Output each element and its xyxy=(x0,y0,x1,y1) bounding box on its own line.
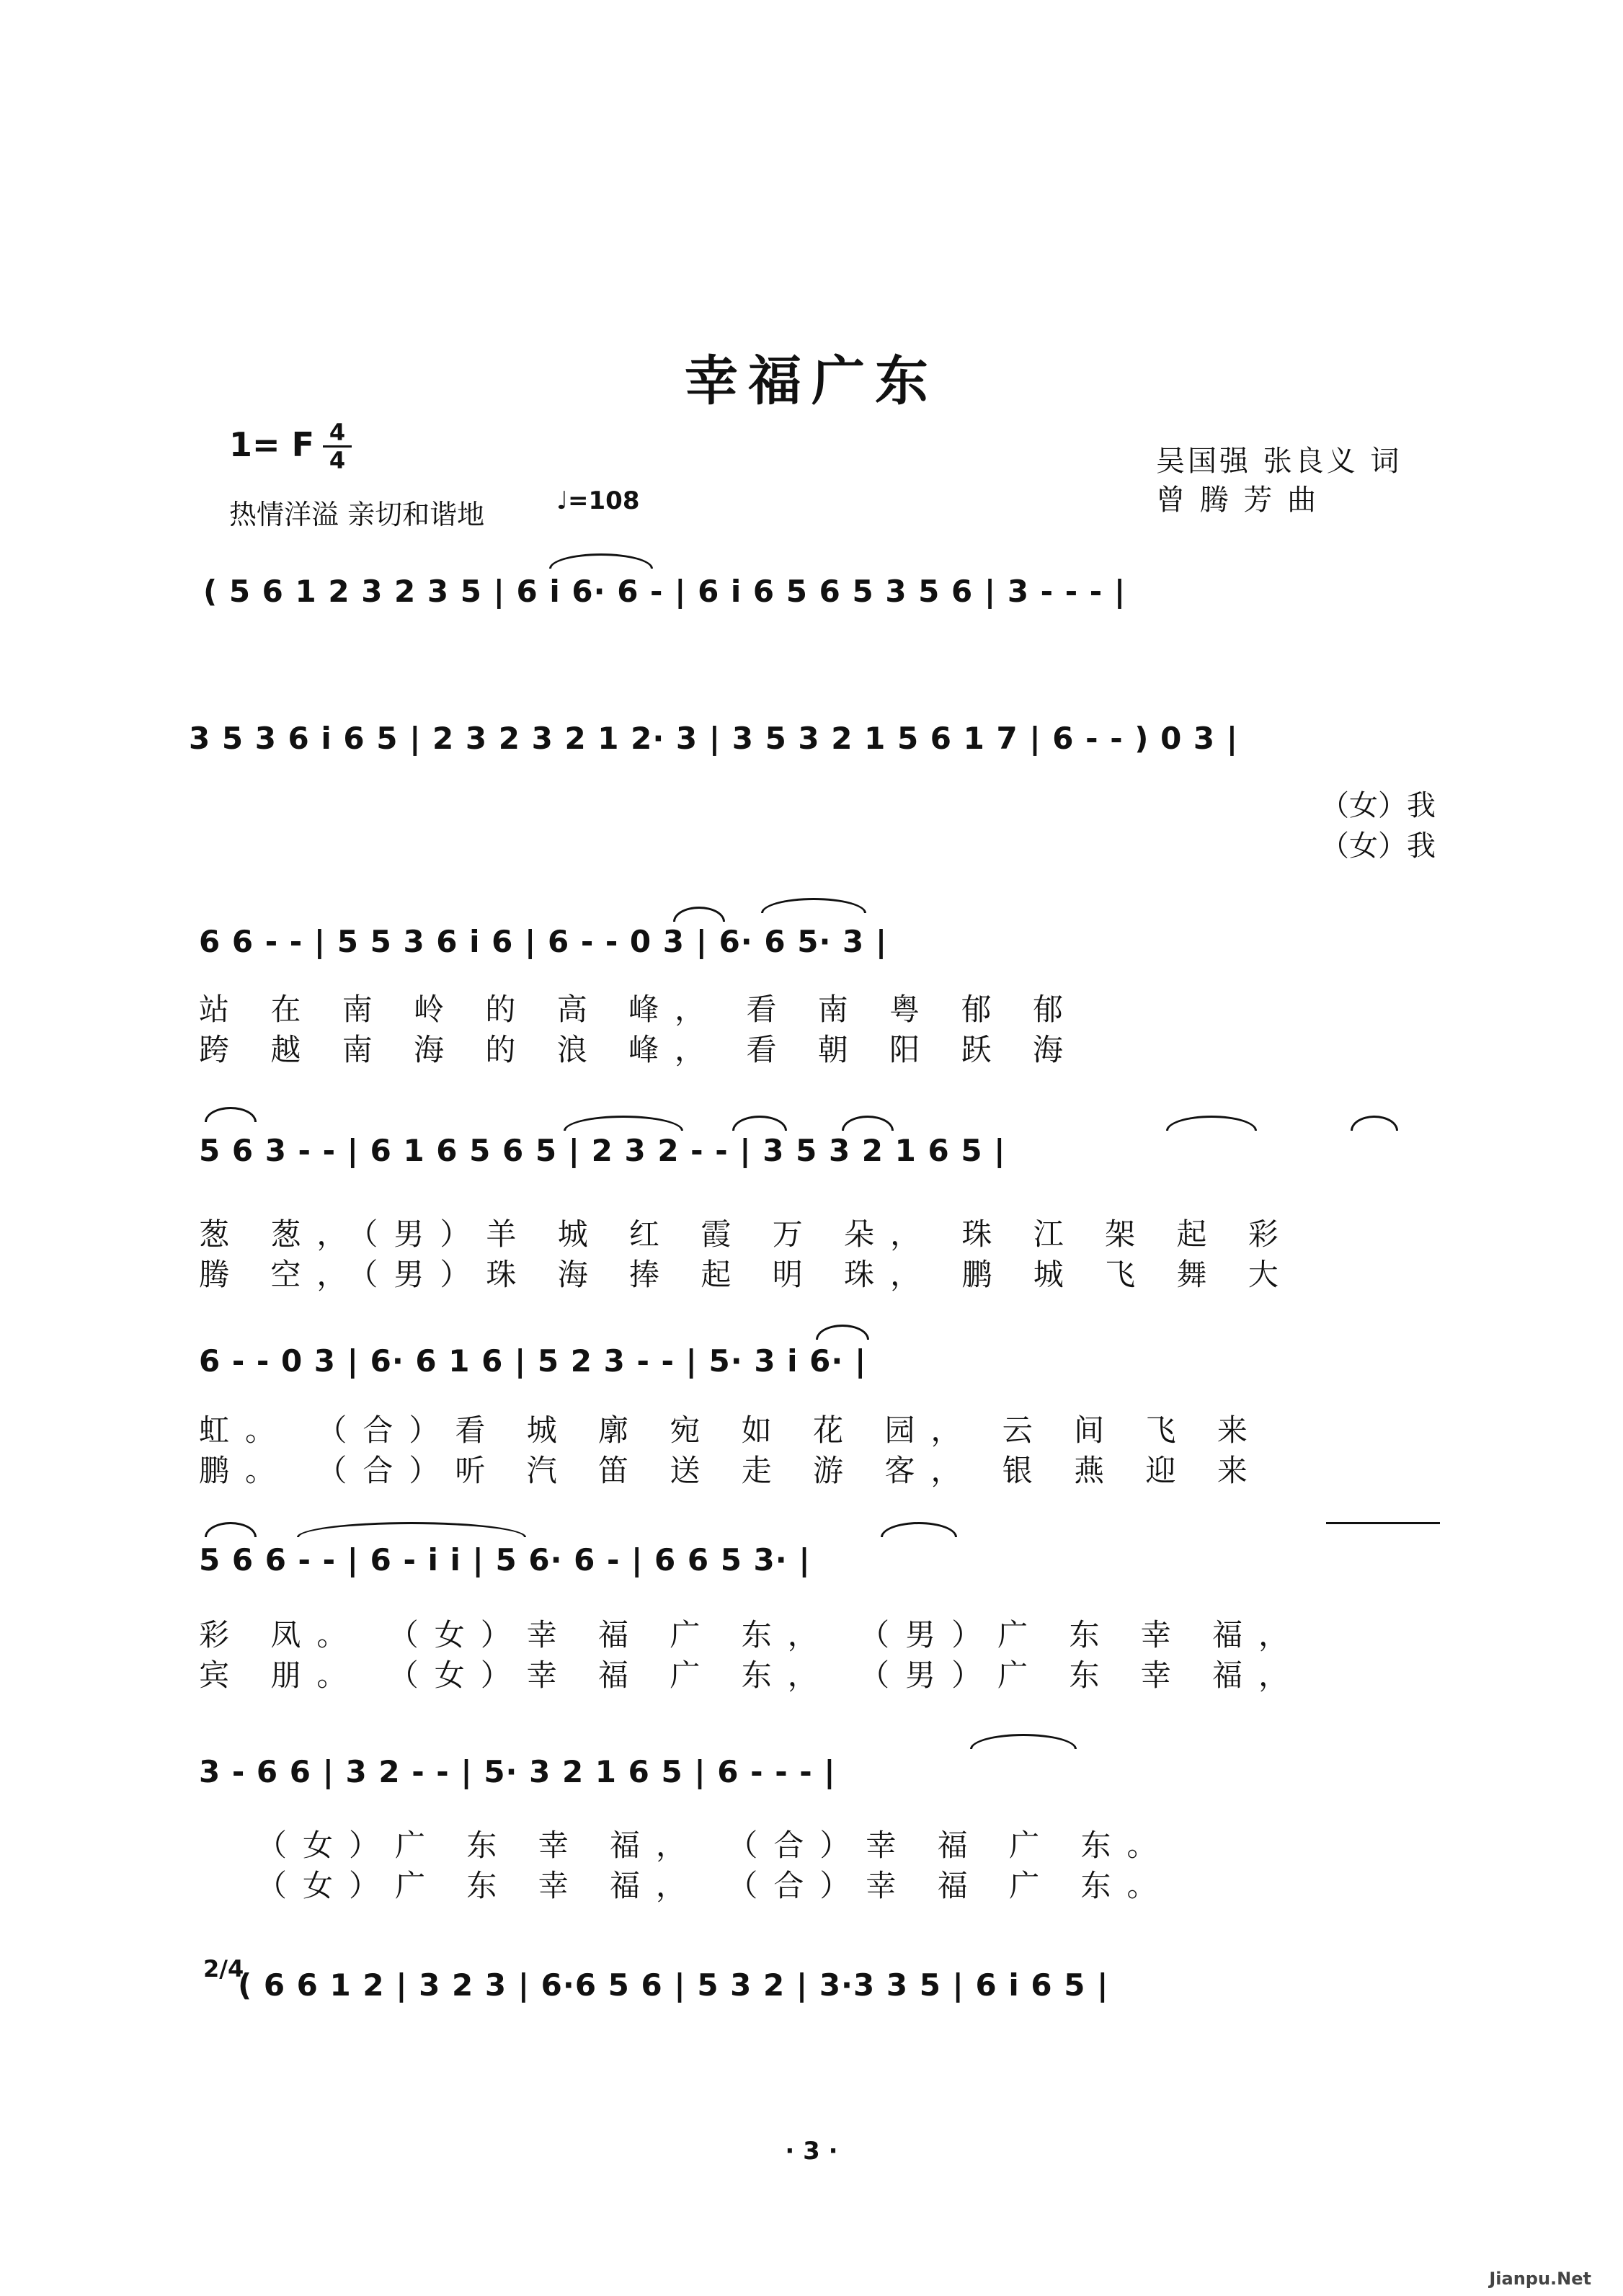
slur xyxy=(549,553,653,569)
slur xyxy=(1351,1116,1398,1131)
page-title: 幸福广东 xyxy=(685,350,938,412)
meter-top: 4 xyxy=(329,419,346,446)
tempo-marking: ♩=108 xyxy=(556,486,640,515)
composer-credit: 曾 腾 芳 曲 xyxy=(1156,484,1320,517)
lyric-verse-1: 虹。 （合）看 城 廓 宛 如 花 园， 云 间 飞 来 xyxy=(199,1412,1263,1448)
meter-bottom: 4 xyxy=(329,447,346,474)
notation-line-4: 5 6 3 - - | 6 1 6 5 6 5 | 2 3 2 - - | 3 5 3 2 1 6 5 | xyxy=(199,1133,1006,1168)
lyric-verse-1: 葱 葱，（男）羊 城 红 霞 万 朵， 珠 江 架 起 彩 xyxy=(199,1216,1294,1252)
slur xyxy=(732,1116,787,1131)
lyric-verse-2: 跨 越 南 海 的 浪 峰， 看 朝 阳 跃 海 xyxy=(199,1032,1079,1067)
slur xyxy=(1166,1116,1257,1131)
slur xyxy=(205,1107,257,1122)
expression-marking: 热情洋溢 亲切和谐地 xyxy=(229,499,485,530)
slur xyxy=(564,1116,683,1131)
lyric-verse-2: 腾 空，（男）珠 海 捧 起 明 珠， 鹏 城 飞 舞 大 xyxy=(199,1257,1294,1292)
slur xyxy=(970,1734,1077,1749)
notation-line-2: 3 5 3 6 i 6 5 | 2 3 2 3 2 1 2· 3 | 3 5 3 2 1 5 6 1 7 | 6 - - ) 0 3 | xyxy=(189,721,1239,756)
lyric-verse-1: 彩 凤。 （女）幸 福 广 东， （男）广 东 幸 福， xyxy=(199,1617,1305,1652)
key-signature: 1= F xyxy=(229,425,314,464)
lyric-cue-2: （女）我 xyxy=(1320,829,1436,863)
slur xyxy=(205,1522,257,1537)
notation-line-3: 6 6 - - | 5 5 3 6 i 6 | 6 - - 0 3 | 6· 6 5· 3 | xyxy=(199,924,888,959)
slur xyxy=(881,1522,957,1537)
slur xyxy=(761,898,866,913)
lyric-verse-1: 站 在 南 岭 的 高 峰， 看 南 粤 郁 郁 xyxy=(199,992,1079,1027)
lyric-verse-2: 宾 朋。 （女）幸 福 广 东， （男）广 东 幸 福， xyxy=(199,1658,1305,1693)
notation-line-6: 5 6 6 - - | 6 - i i | 5 6· 6 - | 6 6 5 3· | xyxy=(199,1542,811,1578)
notation-line-5: 6 - - 0 3 | 6· 6 1 6 | 5 2 3 - - | 5· 3 i 6· | xyxy=(199,1343,867,1379)
lyricist-credit: 吴国强 张良义 词 xyxy=(1156,445,1402,478)
notation-line-1: ( 5 6 1 2 3 2 3 5 | 6 i 6· 6 - | 6 i 6 5 6 5 3 5 6 | 3 - - - | xyxy=(203,574,1126,609)
slur xyxy=(842,1116,894,1131)
time-signature-change xyxy=(203,1955,244,1983)
lyric-cue-1: （女）我 xyxy=(1320,789,1436,822)
time-signature xyxy=(323,421,352,472)
notation-line-8: ( 6 6 1 2 | 3 2 3 | 6·6 5 6 | 5 3 2 | 3·3 3 5 | 6 i 6 5 | xyxy=(238,1967,1109,2003)
lyric-verse-2: 鹏。 （合）听 汽 笛 送 走 游 客， 银 燕 迎 来 xyxy=(199,1453,1263,1488)
slur xyxy=(673,907,725,922)
tie-continuation xyxy=(1326,1522,1440,1524)
page-number: · 3 · xyxy=(785,2137,838,2166)
lyric-verse-2: （女）广 东 幸 福， （合）幸 福 广 东。 xyxy=(257,1868,1173,1903)
watermark: Jianpu.Net xyxy=(1489,2269,1591,2289)
meter-change: 2/4 xyxy=(203,1955,244,1983)
slur xyxy=(297,1522,526,1537)
notation-line-7: 3 - 6 6 | 3 2 - - | 5· 3 2 1 6 5 | 6 - - - | xyxy=(199,1754,836,1789)
lyric-verse-1: （女）广 东 幸 福， （合）幸 福 广 东。 xyxy=(257,1828,1173,1863)
slur xyxy=(816,1325,869,1340)
